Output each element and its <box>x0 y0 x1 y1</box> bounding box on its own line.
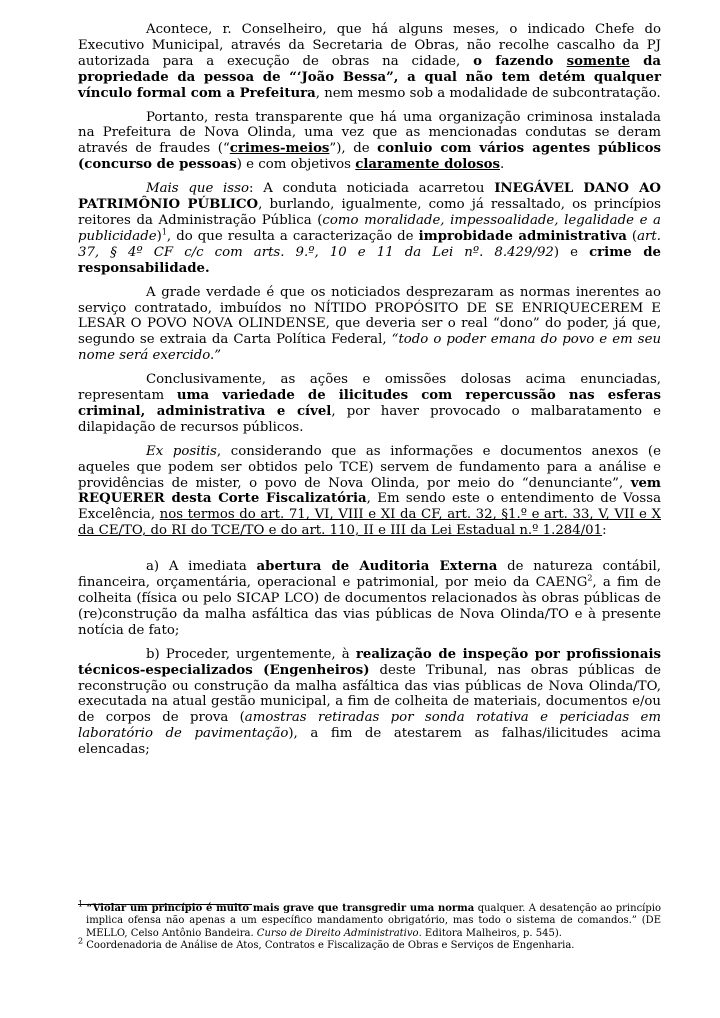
emphasis-bold-underline: crimes-meios <box>229 141 330 157</box>
footnote-1: $^1$ “Violar um princípio é muito mais grave que transgredir uma norma qualquer. A desatenção ao princípio implica ofensa não apenas a um específico mandamento obrigatório, mas todo o sistema de comandos.” (DE MELLO, Celso Antônio Bandeira. Curso de Direito Administrativo. Editora Malheiros, p. 545). <box>78 899 661 939</box>
document-body <box>78 22 661 766</box>
emphasis-bold: da propriedade da pessoa de “‘João Bessa”, a qual não tem detém qualquer vínculo formal com a Prefeitura <box>78 53 661 101</box>
request-item-a: a) A imediata abertura de Auditoria Externa de natureza contábil, financeira, orçamentária, operacional e patrimonial, por meio da CAENG$^2$, a fim de colheita (física ou pelo SICAP LCO) de documentos relacionados às obras públicas de (re)construção da malha asfáltica das vias públicas de Nova Olinda/TO e à presente notícia de fato; <box>78 559 661 638</box>
emphasis-bold: “Violar um princípio é muito mais grave que transgredir uma norma <box>86 903 475 914</box>
emphasis-italic: Curso de Direito Administrativo <box>256 927 419 939</box>
emphasis-italic: como moralidade, impessoalidade, legalidade e a publicidade <box>78 212 661 244</box>
emphasis-bold: INEGÁVEL DANO AO PATRIMÔNIO PÚBLICO <box>78 181 661 213</box>
emphasis-bold: conluio com vários agentes públicos (concurso de pessoas <box>78 141 662 173</box>
paragraph-5: Conclusivamente, as ações e omissões dolosas acima enunciadas, representam uma variedade de ilicitudes com repercussão nas esferas criminal, administrativa e cível, por haver provocado o malbaratamento e dilapidação de recursos públicos. <box>78 372 662 435</box>
footnote-2: $^2$ Coordenadoria de Análise de Atos, Contratos e Fiscalização de Obras e Serviços de Engenharia. <box>78 936 575 951</box>
quote-italic: “todo o poder emana do povo e em seu nome será exercido.” <box>78 332 662 364</box>
emphasis-bold: crime de responsabilidade. <box>78 244 661 276</box>
footnote-number: 2 <box>78 936 84 946</box>
footnote-number: 1 <box>78 899 84 909</box>
footnote-ref-1[interactable]: 1 <box>161 227 167 237</box>
emphasis-bold: abertura de Auditoria Externa <box>256 559 498 575</box>
emphasis-italic: art. 37, § 4º CF c/c com arts. 9.º, 10 e 11 da Lei nº. 8.429/92 <box>78 228 661 260</box>
emphasis-bold: improbidade administrativa <box>418 228 627 244</box>
emphasis-italic: amostras retiradas por sonda rotativa e periciadas em laboratório de pavimentação <box>78 710 661 742</box>
paragraph-3: Mais que isso: A conduta noticiada acarretou INEGÁVEL DANO AO PATRIMÔNIO PÚBLICO, burlando, igualmente, como já ressaltado, os princípios reitores da Administração Pública (como moralidade, impessoalidade, legalidade e a publicidade)$^1$, do que resulta a caracterização de improbidade administrativa (art. 37, § 4º CF c/c com arts. 9.º, 10 e 11 da Lei nº. 8.429/92) e crime de responsabilidade. <box>78 181 661 276</box>
emphasis-bold: vem REQUERER desta Corte Fiscalizatória <box>78 475 661 507</box>
emphasis-bold-underline: somente <box>566 53 630 69</box>
paragraph-6: Ex positis, considerando que as informações e documentos anexos (e aqueles que podem ser obtidos pelo TCE) servem de fundamento para a análise e providências de mister, o povo de Nova Olinda, por meio do “denunciante”, vem REQUERER desta Corte Fiscalizatória, Em sendo este o entendimento de Vossa Excelência, nos termos do art. 71, VI, VIII e XI da CF, art. 32, §1.º e art. 33, V, VII e X da CE/TO, do RI do TCE/TO e do art. 110, II e III da Lei Estadual n.º 1.284/01: <box>78 443 661 539</box>
paragraph-1: Acontece, r. Conselheiro, que há alguns meses, o indicado Chefe do Executivo Municipal, através da Secretaria de Obras, não recolhe cascalho da PJ autorizada para a execução de obras na cidade, o fazendo somente da propriedade da pessoa de “‘João Bessa”, a qual não tem detém qualquer vínculo formal com a Prefeitura, nem mesmo sob a modalidade de subcontratação. <box>78 22 661 101</box>
legal-basis-underline: nos termos do art. 71, VI, VIII e XI da CF, art. 32, §1.º e art. 33, V, VII e X da CE/TO, do RI do TCE/TO e do art. 110, II e III da Lei Estadual n.º 1.284/01 <box>78 507 661 539</box>
emphasis-bold: uma variedade de ilicitudes com repercussão nas esferas criminal, administrativa e cível <box>78 388 662 419</box>
emphasis-bold: realização de inspeção por profissionais técnicos-especializados (Engenheiros) <box>78 646 661 678</box>
emphasis-italic: Mais que isso <box>146 181 249 197</box>
footnotes <box>78 899 661 952</box>
footnote-ref-2[interactable]: 2 <box>587 573 593 583</box>
paragraph-4: A grade verdade é que os noticiados desprezaram as normas inerentes ao serviço contratado, imbuídos no NÍTIDO PROPÓSITO DE SE ENRIQUECEREM E LESAR O POVO NOVA OLINDENSE, que deveria ser o real “dono” do poder, já que, segundo se extraia da Carta Política Federal, “todo o poder emana do povo e em seu nome será exercido.” <box>78 284 662 364</box>
request-item-b: b) Proceder, urgentemente, à realização de inspeção por profissionais técnicos-especializados (Engenheiros) deste Tribunal, nas obras públicas de reconstrução ou construção da malha asfáltica das vias públicas de Nova Olinda/TO, executada na atual gestão municipal, a fim de colheita de materiais, documentos e/ou de corpos de prova (amostras retiradas por sonda rotativa e periciadas em laboratório de pavimentação), a fim de atestarem as falhas/ilicitudes acima elencadas; <box>78 646 661 758</box>
paragraph-2: Portanto, resta transparente que há uma organização criminosa instalada na Prefeitura de Nova Olinda, uma vez que as mencionadas condutas se deram através de fraudes (“crimes-meios”), de conluio com vários agentes públicos (concurso de pessoas) e com objetivos claramente dolosos. <box>78 109 662 173</box>
emphasis-bold: o fazendo <box>473 53 567 69</box>
emphasis-italic: Ex positis <box>146 443 217 459</box>
emphasis-bold-underline: claramente dolosos <box>355 157 500 173</box>
